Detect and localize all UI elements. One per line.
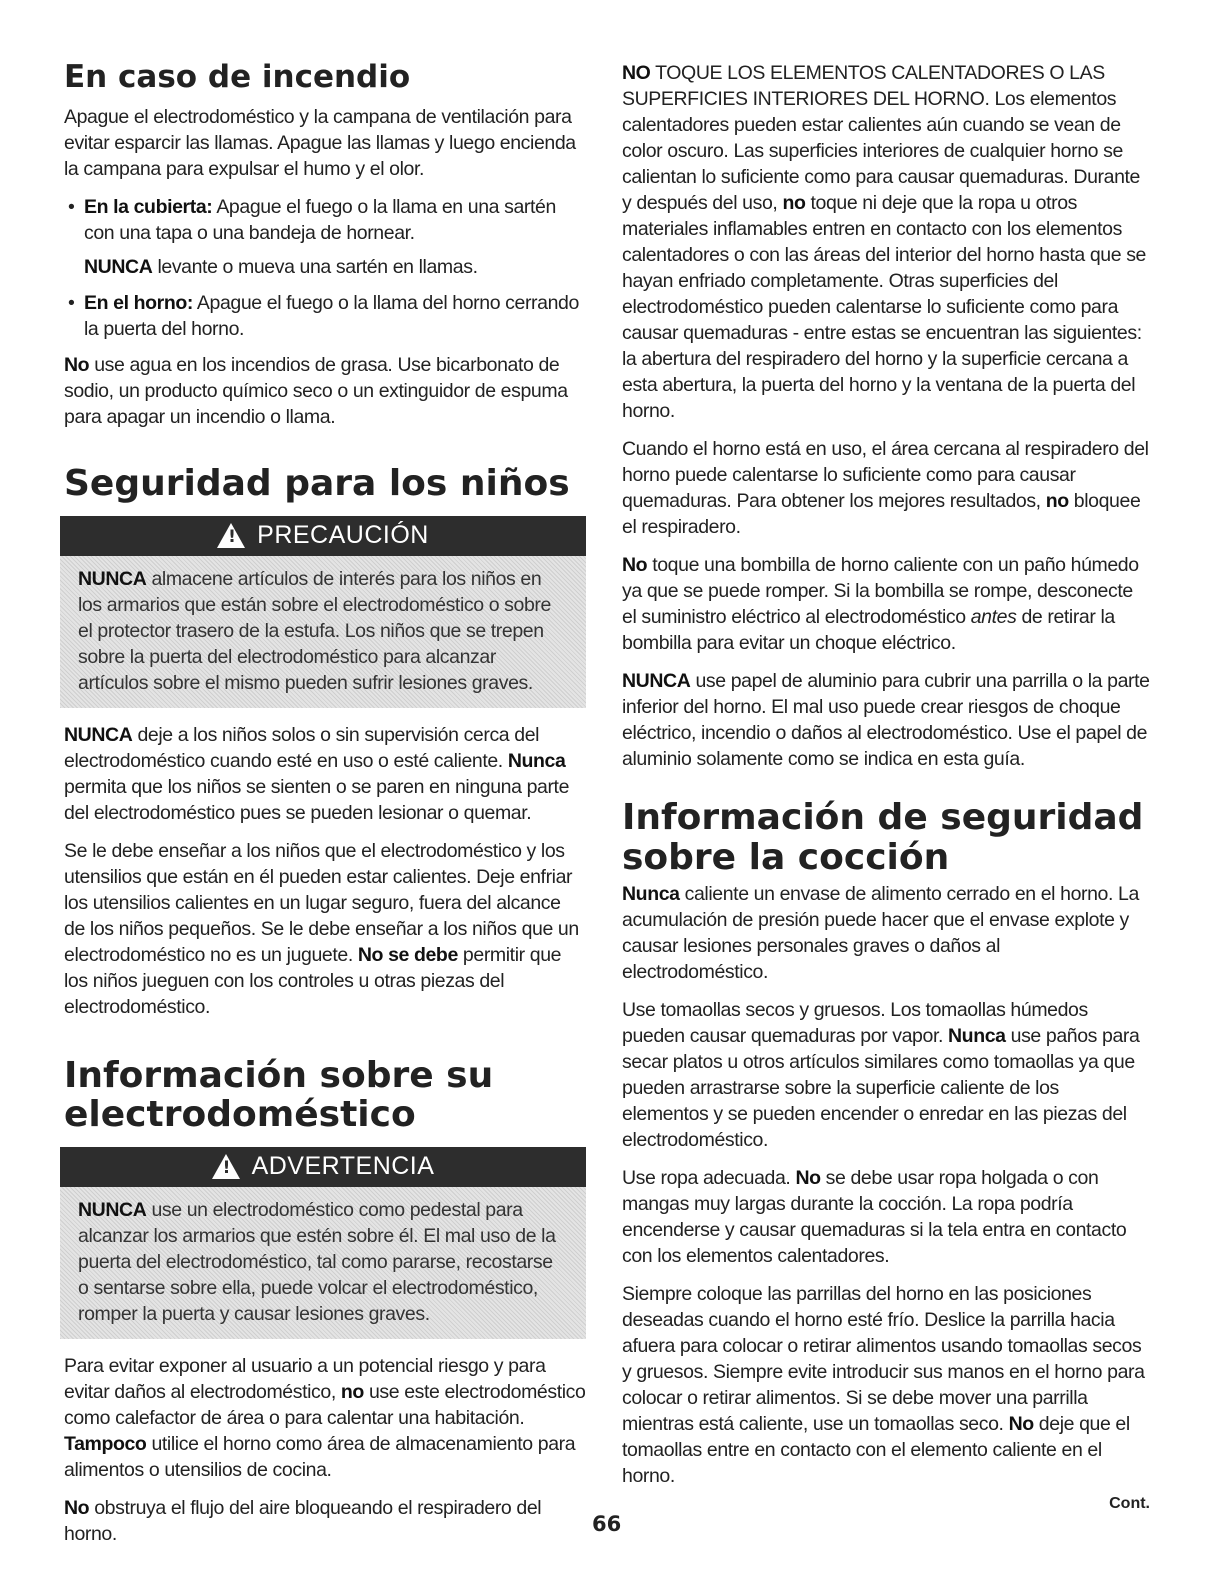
appliance-paragraph-2 xyxy=(64,1495,586,1547)
cooking-section-title-line1: Información de seguridad xyxy=(622,797,1144,838)
c2-text: Use tomaollas secos y gruesos. Los tomaollas húmedos pueden causar quemaduras por vapor. xyxy=(622,999,1088,1048)
c1-text: caliente un envase de alimento cerrado en el horno. La acumulación de presión puede hacer que el envase explote y causar lesiones personales graves o daños al electrodoméstico. xyxy=(622,883,1139,984)
kids-p1-text-b: permita que los niños se sienten o se paren en ninguna parte del electrodoméstico pues se pueden lesionar o quemar. xyxy=(64,775,570,824)
p3-text: toque una bombilla de horno caliente con un paño húmedo ya que se puede romper. Si la bombilla se rompe, desconecte el suministro eléctrico al electrodoméstico xyxy=(622,554,1139,628)
appliance-section-title-line2: electrodoméstico xyxy=(64,1094,416,1136)
c3-label: No xyxy=(795,1167,821,1190)
p1-label2: no xyxy=(782,192,806,214)
c3-text2: se debe usar ropa holgada o con mangas muy largas durante la cocción. La ropa podría encenderse y causar quemaduras si la tela entra en contacto con los elementos calentadores. xyxy=(622,1167,1127,1268)
warning-box xyxy=(60,1147,586,1339)
app-p2-text: obstruya el flujo del aire bloqueando el respiradero del horno. xyxy=(64,1496,542,1545)
page-number: 66 xyxy=(592,1512,622,1536)
kids-paragraph-2 xyxy=(64,838,586,1020)
vent-paragraph xyxy=(622,436,1150,540)
warning-body xyxy=(60,1187,586,1339)
p4-text: use papel de aluminio para cubrir una parrilla o la parte inferior del horno. El mal uso puede crear riesgos de choque eléctrico, incendio o daños al electrodoméstico. Use el papel de aluminio solamente como se indica en esta guía. xyxy=(622,670,1150,770)
p1-text2: toque ni deje que la ropa u otros materiales inflamables entren en contacto con los elementos calentadores o con las áreas del interior del horno hasta que se hayan enfriado completamente. Otras superficies del electrodoméstico pueden calentarse lo suficiente como para causar quemaduras - entre estas se encuentran las siguientes: la abertura del respiradero del horno y la superficie cercana a esta abertura, la puerta del horno y la ventana de la puerta del horno. xyxy=(622,192,1146,422)
fire-section-title: En caso de incendio xyxy=(64,59,411,95)
left-column xyxy=(64,60,586,1559)
app-p1-label: no xyxy=(340,1380,364,1403)
list-item-oven xyxy=(64,290,586,342)
c2-text2: use paños para secar platos u otros artículos similares como tomaollas ya que pueden arrastrarse sobre la superficie caliente de los elementos y se pueden encender o enredar en las piezas del electrodoméstico. xyxy=(622,1025,1140,1152)
kids-p2-text-b: permitir que los niños jueguen con los controles u otras piezas del electrodoméstico. xyxy=(64,943,562,1018)
no-label: No xyxy=(64,354,90,377)
cooking-paragraph-3 xyxy=(622,1165,1150,1269)
c3-text: Use ropa adecuada. xyxy=(622,1167,796,1190)
kids-p1-label2: Nunca xyxy=(507,749,566,772)
c4-text: Siempre coloque las parrillas del horno en las posiciones deseadas cuando el horno esté frío. Deslice la parrilla hacia afuera para colocar o retirar alimentos usando tomaollas secos y gruesos. Siempre evite introducir sus manos en el horno para colocar o retirar alimentos. Si se debe mover una parrilla mientras está caliente, use un tomaollas seco. xyxy=(622,1283,1145,1436)
kids-section-title: Seguridad para los niños xyxy=(64,463,570,505)
grease-fire-paragraph xyxy=(64,352,586,430)
appliance-section-title-line1: Información sobre su xyxy=(64,1054,494,1096)
caution-header xyxy=(60,516,586,556)
kids-paragraph-1 xyxy=(64,722,586,826)
cooking-paragraph-4 xyxy=(622,1281,1150,1489)
cooktop-text: Apague el fuego o la llama en una sartén con una tapa o una bandeja de hornear. xyxy=(84,196,556,245)
warning-triangle-icon: ! xyxy=(212,1154,240,1179)
kids-p2-text-a: Se le debe enseñar a los niños que el electrodoméstico y los utensilios que están en él pueden estar calientes. Deje enfriar los utensilios calientes en un lugar seguro, fuera del alcance de los niños pequeños. Se le debe enseñar a los niños que un electrodoméstico no es un juguete. xyxy=(64,839,579,966)
caution-box xyxy=(60,516,586,708)
right-column xyxy=(622,60,1150,1513)
p4-label: NUNCA xyxy=(622,670,691,692)
fire-intro: Apague el electrodoméstico y la campana de ventilación para evitar esparcir las llamas. Apague las llamas y luego encienda la campana para expulsar el humo y el olor. xyxy=(64,106,576,181)
app-p1-label2: Tampoco xyxy=(64,1432,147,1455)
cooking-paragraph-2 xyxy=(622,997,1150,1153)
p1-label: NO xyxy=(622,62,651,84)
c2-label: Nunca xyxy=(948,1025,1006,1048)
fire-list xyxy=(64,194,586,342)
bulb-paragraph xyxy=(622,552,1150,656)
foil-paragraph xyxy=(622,668,1150,772)
appliance-paragraph-1 xyxy=(64,1353,586,1483)
continued-label: Cont. xyxy=(1109,1495,1150,1513)
cooking-section-title-line2: sobre la cocción xyxy=(622,836,950,878)
caution-body xyxy=(60,556,586,708)
p1-text: TOQUE LOS ELEMENTOS CALENTADORES O LAS SUPERFICIES INTERIORES DEL HORNO. Los elementos calentadores pueden estar calientes aún cuando se vean de color oscuro. Las superficies interiores de cualquier horno se calientan lo suficiente como para causar quemaduras. Durante y después del uso, xyxy=(622,62,1140,214)
p3-italic: antes xyxy=(970,606,1017,628)
list-item-cooktop xyxy=(64,194,586,280)
warning-triangle-icon: ! xyxy=(217,523,245,548)
never-note xyxy=(84,254,586,280)
p3-label: No xyxy=(622,554,648,576)
never-label: NUNCA xyxy=(84,256,153,279)
cooking-paragraph-1 xyxy=(622,881,1150,985)
warning-label: NUNCA xyxy=(78,1198,147,1221)
app-p1-text-c: utilice el horno como área de almacenamiento para alimentos o utensilios de cocina. xyxy=(64,1432,576,1481)
p3-text2: de retirar la bombilla para evitar un choque eléctrico. xyxy=(622,606,1115,654)
warning-header xyxy=(60,1147,586,1187)
p2-text2: bloquee el respiradero. xyxy=(622,490,1141,538)
caution-label: NUNCA xyxy=(78,567,147,590)
c4-text2: deje que el tomaollas entre en contacto con el elemento caliente en el horno. xyxy=(622,1413,1130,1488)
app-p1-text-a: Para evitar exponer al usuario a un potencial riesgo y para evitar daños al electrodoméstico, xyxy=(64,1354,546,1403)
p2-label: no xyxy=(1045,490,1069,512)
kids-p1-label: NUNCA xyxy=(64,723,133,746)
oven-label: En el horno: xyxy=(84,292,193,315)
kids-p1-text-a: deje a los niños solos o sin supervisión cerca del electrodoméstico cuando esté en uso o esté caliente. xyxy=(64,723,540,772)
never-text: levante o mueva una sartén en llamas. xyxy=(152,256,478,279)
warning-header-text: ADVERTENCIA xyxy=(251,1152,435,1181)
grease-text: use agua en los incendios de grasa. Use bicarbonato de sodio, un producto químico seco o un extinguidor de espuma para apagar un incendio o llama. xyxy=(64,354,568,429)
app-p1-text-b: use este electrodoméstico como calefactor de área o para calentar una habitación. xyxy=(64,1380,586,1429)
c4-label: No xyxy=(1008,1413,1034,1436)
p2-text: Cuando el horno está en uso, el área cercana al respiradero del horno puede calentarse lo suficiente como para causar quemaduras. Para obtener los mejores resultados, xyxy=(622,438,1149,512)
hot-surfaces-paragraph xyxy=(622,60,1150,424)
oven-text: Apague el fuego o la llama del horno cerrando la puerta del horno. xyxy=(84,292,579,341)
kids-p2-label: No se debe xyxy=(357,943,458,966)
caution-text: almacene artículos de interés para los niños en los armarios que están sobre el electrodoméstico o sobre el protector trasero de la estufa. Los niños que se trepen sobre la puerta del electrodoméstico para alcanzar artículos sobre el mismo pueden sufrir lesiones graves. xyxy=(78,567,551,694)
caution-header-text: PRECAUCIÓN xyxy=(257,521,429,550)
c1-label: Nunca xyxy=(622,883,680,906)
warning-text: use un electrodoméstico como pedestal para alcanzar los armarios que estén sobre él. El mal uso de la puerta del electrodoméstico, tal como pararse, recostarse o sentarse sobre ella, puede volcar el electrodoméstico, romper la puerta y causar lesiones graves. xyxy=(78,1198,556,1325)
cooktop-label: En la cubierta: xyxy=(84,196,213,219)
app-p2-label: No xyxy=(64,1496,90,1519)
